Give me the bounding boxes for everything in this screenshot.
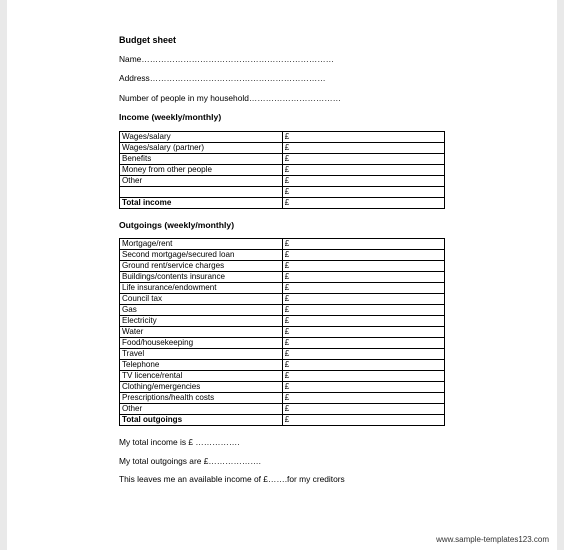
outgoings-row-amount: £ xyxy=(282,283,444,294)
outgoings-total-label: Total outgoings xyxy=(120,415,283,426)
table-row xyxy=(120,393,445,404)
table-row xyxy=(120,261,445,272)
income-total-row xyxy=(120,197,445,208)
outgoings-row-amount: £ xyxy=(282,404,444,415)
outgoings-row-amount: £ xyxy=(282,239,444,250)
table-row xyxy=(120,327,445,338)
table-row xyxy=(120,338,445,349)
outgoings-row-amount: £ xyxy=(282,327,444,338)
income-total-amount: £ xyxy=(282,197,444,208)
table-row xyxy=(120,164,445,175)
outgoings-row-label: Other xyxy=(120,404,283,415)
outgoings-row-amount: £ xyxy=(282,382,444,393)
table-row xyxy=(120,175,445,186)
income-row-label: Other xyxy=(120,175,283,186)
income-row-label: Wages/salary (partner) xyxy=(120,142,283,153)
income-row-amount: £ xyxy=(282,164,444,175)
document-page xyxy=(7,0,557,550)
table-row xyxy=(120,404,445,415)
outgoings-row-label: Council tax xyxy=(120,294,283,305)
household-dots: …………………………… xyxy=(248,92,342,103)
table-row xyxy=(120,294,445,305)
table-row xyxy=(120,239,445,250)
household-label: Number of people in my household xyxy=(119,92,249,103)
name-field xyxy=(119,55,459,63)
total-income-summary: My total income is £ ……………. xyxy=(119,437,240,448)
income-heading: Income (weekly/monthly) xyxy=(119,112,222,123)
outgoings-row-label: Telephone xyxy=(120,360,283,371)
outgoings-row-amount: £ xyxy=(282,305,444,316)
outgoings-row-amount: £ xyxy=(282,294,444,305)
table-row xyxy=(120,360,445,371)
income-row-amount: £ xyxy=(282,186,444,197)
table-row xyxy=(120,283,445,294)
income-total-label: Total income xyxy=(120,197,283,208)
income-row-amount: £ xyxy=(282,175,444,186)
outgoings-heading: Outgoings (weekly/monthly) xyxy=(119,219,235,230)
income-row-amount: £ xyxy=(282,131,444,142)
budget-sheet-content xyxy=(119,36,459,494)
outgoings-row-label: Buildings/contents insurance xyxy=(120,272,283,283)
outgoings-row-amount: £ xyxy=(282,250,444,261)
outgoings-row-label: Electricity xyxy=(120,316,283,327)
table-row xyxy=(120,382,445,393)
available-income-summary: This leaves me an available income of £…….for my creditors xyxy=(119,474,345,485)
address-dots: ……………………………………………………… xyxy=(149,73,326,84)
outgoings-row-amount: £ xyxy=(282,393,444,404)
address-field xyxy=(119,74,459,82)
table-row xyxy=(120,142,445,153)
income-table xyxy=(119,131,445,209)
income-row-label: Wages/salary xyxy=(120,131,283,142)
outgoings-row-label: Prescriptions/health costs xyxy=(120,393,283,404)
outgoings-row-label: Gas xyxy=(120,305,283,316)
outgoings-row-label: Ground rent/service charges xyxy=(120,261,283,272)
outgoings-row-amount: £ xyxy=(282,261,444,272)
outgoings-row-amount: £ xyxy=(282,272,444,283)
watermark-text: www.sample-templates123.com xyxy=(436,535,549,544)
outgoings-row-amount: £ xyxy=(282,360,444,371)
outgoings-total-row xyxy=(120,415,445,426)
outgoings-row-amount: £ xyxy=(282,349,444,360)
outgoings-row-label: TV licence/rental xyxy=(120,371,283,382)
total-outgoings-summary: My total outgoings are £………………. xyxy=(119,455,261,466)
table-row xyxy=(120,371,445,382)
table-row xyxy=(120,186,445,197)
address-label: Address xyxy=(119,73,150,84)
income-row-label: Benefits xyxy=(120,153,283,164)
income-row-amount: £ xyxy=(282,153,444,164)
outgoings-row-amount: £ xyxy=(282,316,444,327)
outgoings-row-label: Second mortgage/secured loan xyxy=(120,250,283,261)
outgoings-row-label: Mortgage/rent xyxy=(120,239,283,250)
name-dots: …………………………………………………………… xyxy=(141,54,334,64)
outgoings-row-label: Life insurance/endowment xyxy=(120,283,283,294)
document-title: Budget sheet xyxy=(119,35,177,45)
table-row xyxy=(120,272,445,283)
income-row-label xyxy=(120,186,283,197)
outgoings-table xyxy=(119,238,445,426)
outgoings-row-label: Travel xyxy=(120,349,283,360)
table-row xyxy=(120,349,445,360)
outgoings-row-label: Water xyxy=(120,327,283,338)
income-row-label: Money from other people xyxy=(120,164,283,175)
table-row xyxy=(120,153,445,164)
table-row xyxy=(120,305,445,316)
table-row xyxy=(120,316,445,327)
outgoings-total-amount: £ xyxy=(282,415,444,426)
outgoings-row-label: Clothing/emergencies xyxy=(120,382,283,393)
outgoings-row-amount: £ xyxy=(282,371,444,382)
outgoings-row-label: Food/housekeeping xyxy=(120,338,283,349)
name-label: Name xyxy=(119,54,142,64)
outgoings-row-amount: £ xyxy=(282,338,444,349)
household-field xyxy=(119,94,459,102)
income-row-amount: £ xyxy=(282,142,444,153)
table-row xyxy=(120,131,445,142)
table-row xyxy=(120,250,445,261)
